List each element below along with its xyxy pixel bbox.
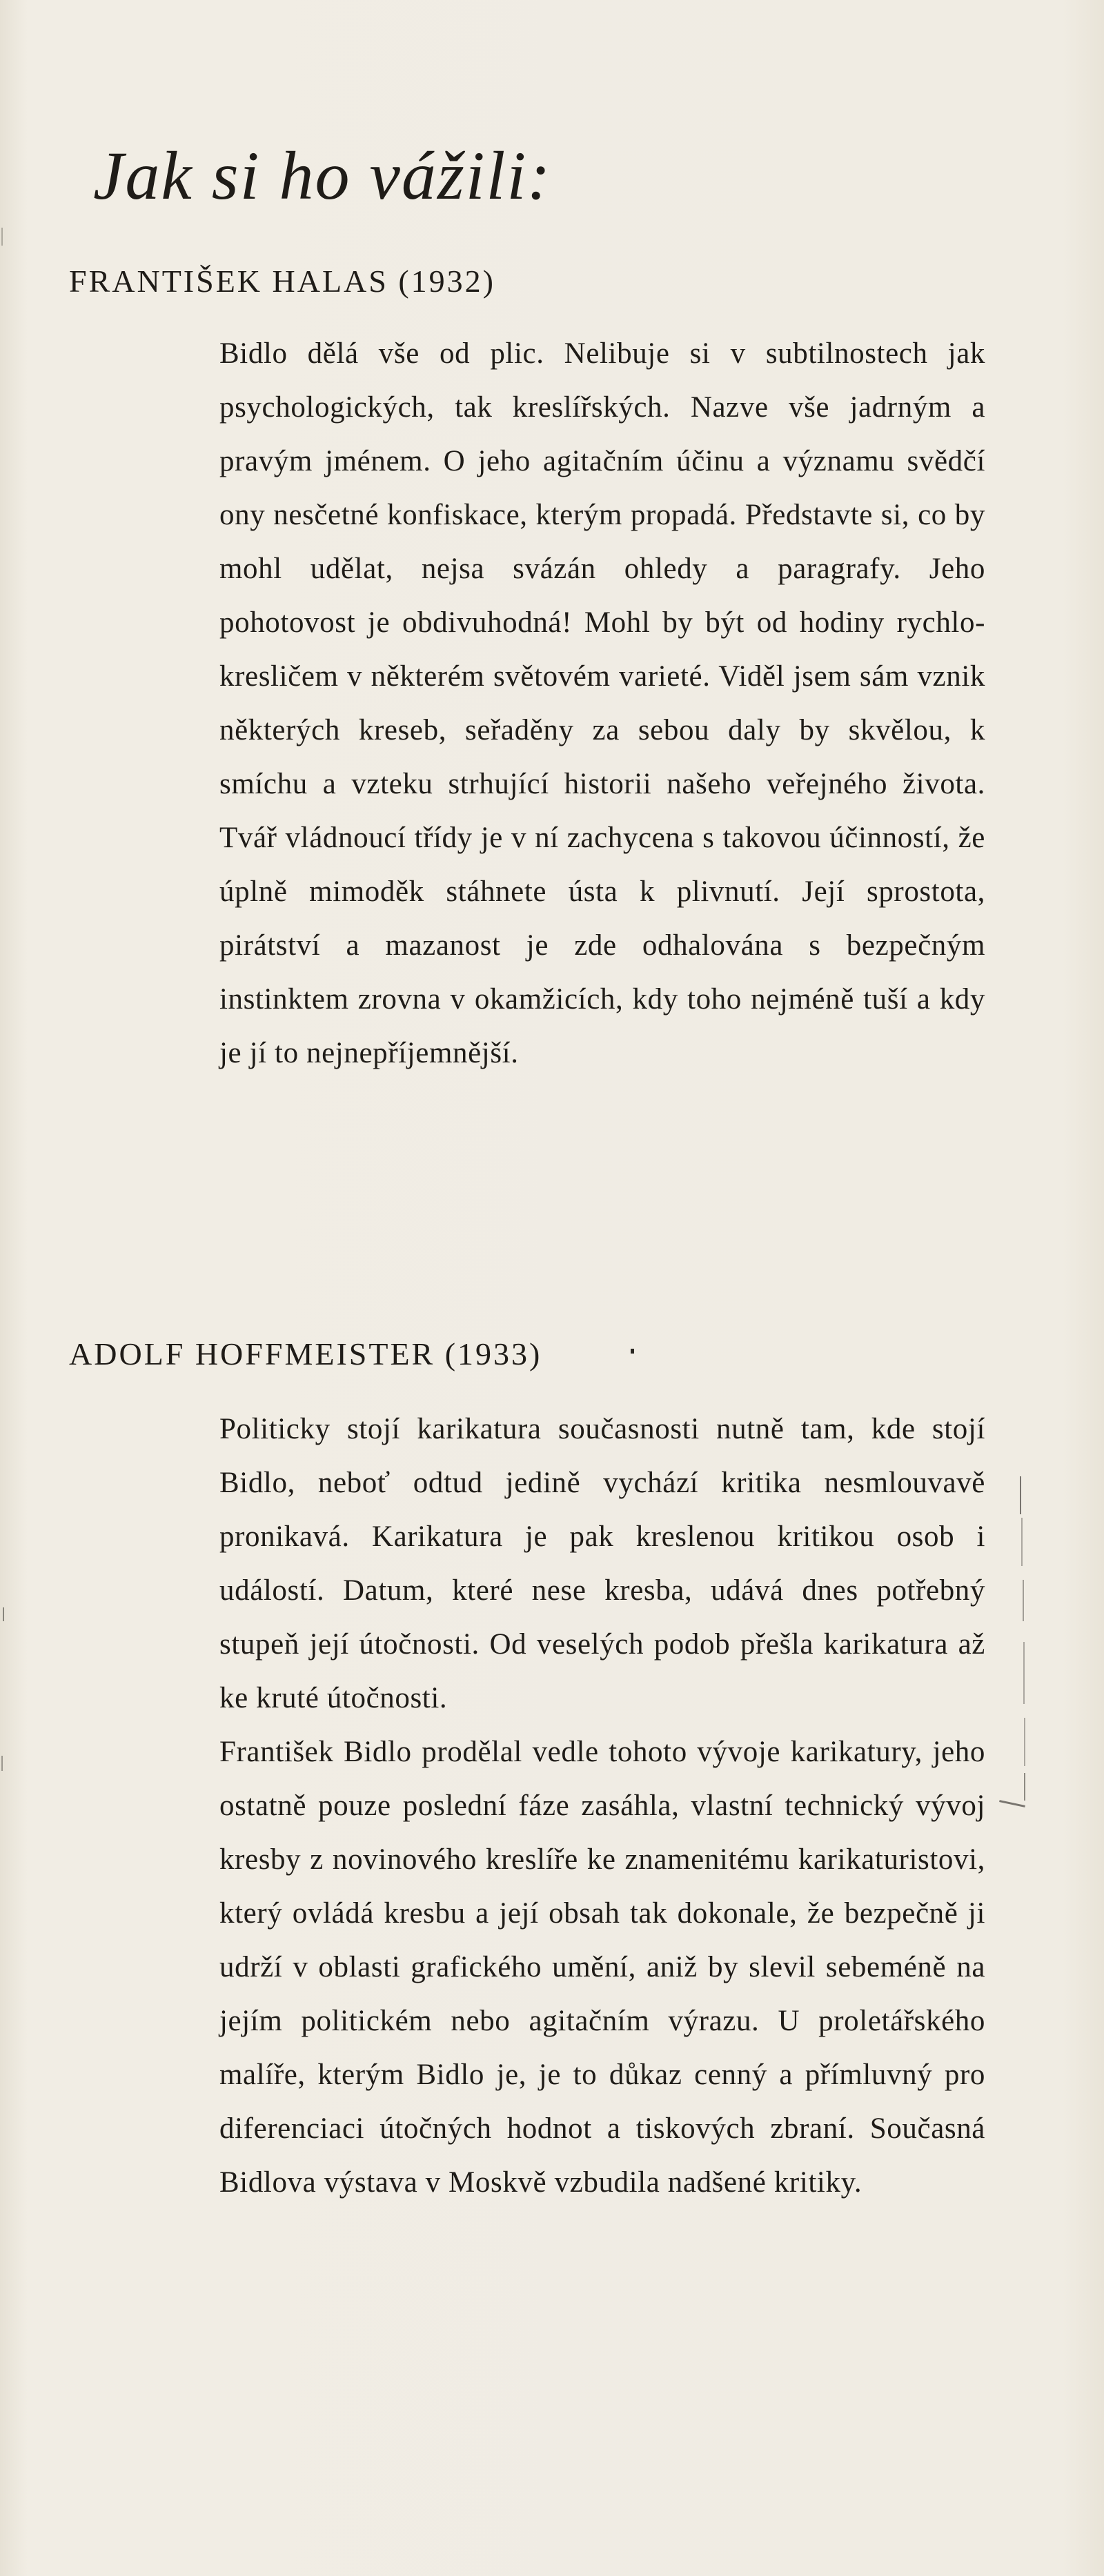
margin-mark bbox=[1023, 1580, 1024, 1621]
margin-mark bbox=[999, 1800, 1025, 1807]
margin-mark bbox=[1, 1756, 3, 1771]
section-heading-hoffmeister: ADOLF HOFFMEISTER (1933) bbox=[69, 1336, 542, 1371]
paragraph: Politicky stojí karikatura současnosti nutně tam, kde stojí Bidlo, neboť odtud jedině vychází kritika nesmlouvavě pronikavá. Karikatura je pak kreslenou kritikou osob i událostí. Datum, které nese kresba, udává dnes potřebný stupeň její útočnosti. Od veselých podob přešla karikatura až ke kruté útočnosti. bbox=[219, 1413, 985, 1714]
margin-mark bbox=[1, 228, 3, 246]
margin-mark bbox=[3, 1607, 4, 1621]
section-heading-halas: FRANTIŠEK HALAS (1932) bbox=[69, 264, 495, 299]
paragraph: František Bidlo prodělal vedle tohoto vývoje karikatury, jeho ostatně pouze poslední fáze zasáhla, vlastní technický vývoj kresby z novinového kreslíře ke znamenitému karikaturistovi, který ovládá kresbu a její obsah tak dokonale, že bezpečně ji udrží v oblasti grafického umění, aniž by slevil sebeméně na jejím politickém nebo agitačním výrazu. U proletářského malíře, kterým Bidlo je, je to důkaz cenný a přímluvný pro diferenciaci útočných hodnot a tiskových zbraní. Současná Bidlova výstava v Moskvě vzbudila nadšené kritiky. bbox=[219, 1736, 985, 2199]
ink-speck bbox=[631, 1349, 634, 1354]
margin-mark bbox=[1024, 1773, 1025, 1801]
section-body-hoffmeister bbox=[219, 1403, 985, 2210]
margin-mark bbox=[1021, 1518, 1023, 1566]
margin-mark bbox=[1020, 1476, 1021, 1514]
paragraph: Bidlo dělá vše od plic. Nelibuje si v subtilnostech jak psychologických, tak kreslířských. Nazve vše jadrným a pravým jménem. O jeho agitačním účinu a významu svědčí ony nesčetné konfiskace, kterým propadá. Představte si, co by mohl udělat, nejsa svázán ohledy a paragrafy. Jeho pohotovost je obdivuhodná! Mohl by být od hodiny rychlo-kresličem v některém světovém varieté. Viděl jsem sám vznik některých kreseb, seřaděny za sebou daly by skvělou, k smíchu a vzteku strhující historii našeho veřejného života. Tvář vládnoucí třídy je v ní zachycena s takovou účinností, že úplně mimoděk stáhnete ústa k plivnutí. Její sprostota, pirátství a mazanost je zde odhalována s bezpečným instinktem zrovna v okamžicích, kdy toho nejméně tuší a kdy je jí to nejnepříjemnější. bbox=[219, 337, 985, 1069]
page-title: Jak si ho vážili: bbox=[93, 137, 552, 214]
section-body-halas bbox=[219, 327, 985, 1080]
margin-mark bbox=[1024, 1718, 1025, 1766]
margin-mark bbox=[1023, 1642, 1025, 1704]
